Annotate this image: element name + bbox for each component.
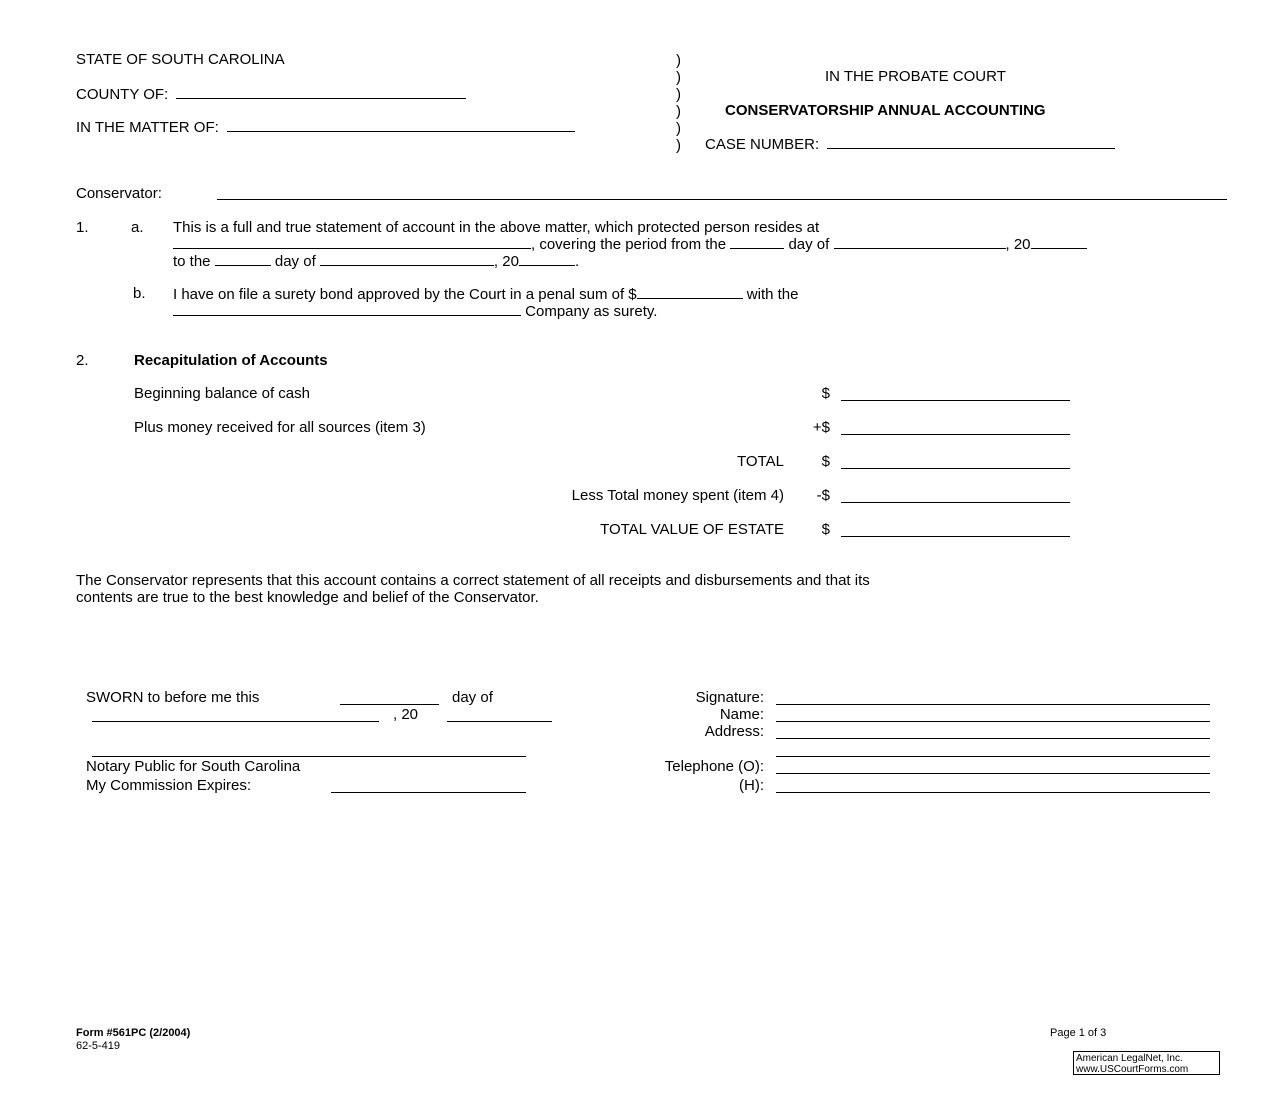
recap-label-beginning: Beginning balance of cash (134, 385, 310, 402)
statement-line2: contents are true to the best knowledge and belief of the Conservator. (76, 589, 539, 606)
surety-company-field[interactable] (173, 302, 521, 316)
case-number-row (705, 135, 1115, 153)
recap-label-estate: TOTAL VALUE OF ESTATE (600, 521, 784, 538)
to-dayof-text: day of (274, 253, 316, 270)
recap-label-total: TOTAL (737, 453, 784, 470)
section1-number: 1. (76, 219, 89, 236)
from-year-field[interactable] (1031, 235, 1087, 249)
case-number-field[interactable] (827, 135, 1115, 149)
from-comma20: , 20 (1005, 236, 1031, 253)
case-number-label: CASE NUMBER: (705, 136, 820, 153)
paren-5: ) (676, 120, 681, 137)
telephone-o-field[interactable] (776, 773, 1210, 774)
section1b-line1 (173, 285, 799, 303)
name-field[interactable] (776, 721, 1210, 722)
matter-row (76, 118, 575, 136)
recap-field-estate[interactable] (841, 536, 1070, 537)
from-day-field[interactable] (730, 235, 784, 249)
covering-text: , covering the period from the (531, 236, 727, 253)
section2-heading: Recapitulation of Accounts (134, 352, 328, 369)
recap-sign-received: +$ (812, 419, 830, 436)
statement-line1: The Conservator represents that this account contains a correct statement of all receipts and disbursements and that its (76, 572, 870, 589)
conservator-label: Conservator: (76, 185, 162, 202)
county-field[interactable] (176, 85, 466, 99)
address-label: Address: (704, 723, 764, 740)
telephone-h-label: (H): (739, 777, 764, 794)
conservator-field[interactable] (217, 199, 1227, 200)
bond-amount-field[interactable] (637, 285, 743, 299)
recap-field-received[interactable] (841, 434, 1070, 435)
page-number: Page 1 of 3 (1050, 1027, 1107, 1039)
address-field-2[interactable] (776, 756, 1210, 757)
to-month-field[interactable] (320, 252, 494, 266)
paren-1: ) (676, 52, 681, 69)
section1a-line1: This is a full and true statement of account in the above matter, which protected person resides at (173, 219, 820, 236)
recap-sign-estate: $ (821, 521, 830, 538)
paren-3: ) (676, 86, 681, 103)
recap-sign-total: $ (821, 453, 830, 470)
sworn-year-field[interactable] (447, 721, 552, 722)
address-field-1[interactable] (776, 738, 1210, 739)
name-label: Name: (719, 706, 764, 723)
signature-label: Signature: (695, 689, 764, 706)
with-the-text: with the (746, 286, 799, 303)
recap-sign-spent: -$ (816, 487, 830, 504)
sworn-text: SWORN to before me this (86, 689, 260, 706)
matter-label: IN THE MATTER OF: (76, 119, 219, 136)
bond-text: I have on file a surety bond approved by the Court in a penal sum of $ (173, 286, 637, 303)
telephone-o-label: Telephone (O): (664, 758, 764, 775)
court-name: IN THE PROBATE COURT (825, 68, 1006, 85)
form-number: Form #561PC (2/2004) (76, 1027, 191, 1039)
paren-6: ) (676, 137, 681, 154)
commission-field[interactable] (331, 792, 526, 793)
sworn-dayof-text: day of (452, 689, 493, 706)
commission-label: My Commission Expires: (86, 777, 252, 794)
recap-field-total[interactable] (841, 468, 1070, 469)
section1b-label: b. (133, 285, 146, 302)
company-text: Company as surety. (525, 303, 658, 320)
publisher-badge (1073, 1051, 1220, 1075)
section1a-line3 (173, 252, 579, 270)
recap-sign-beginning: $ (821, 385, 830, 402)
sworn-day-field[interactable] (340, 704, 439, 705)
to-comma20: , 20 (493, 253, 519, 270)
residence-field[interactable] (173, 235, 531, 249)
paren-2: ) (676, 69, 681, 86)
section1b-line2 (173, 302, 657, 320)
state-heading: STATE OF SOUTH CAROLINA (76, 51, 285, 68)
sworn-month-field[interactable] (92, 721, 379, 722)
matter-field[interactable] (227, 118, 575, 132)
recap-field-spent[interactable] (841, 502, 1070, 503)
county-label: COUNTY OF: (76, 86, 169, 103)
recap-field-beginning[interactable] (841, 400, 1070, 401)
signature-field[interactable] (776, 704, 1210, 705)
notary-label: Notary Public for South Carolina (86, 758, 301, 775)
from-dayof-text: day of (788, 236, 830, 253)
from-month-field[interactable] (834, 235, 1006, 249)
recap-label-spent: Less Total money spent (item 4) (571, 487, 784, 504)
paren-4: ) (676, 103, 681, 120)
statute-number: 62-5-419 (76, 1040, 121, 1052)
county-row (76, 85, 466, 103)
sworn-comma20: , 20 (393, 706, 419, 723)
period: . (574, 253, 580, 270)
notary-signature-field[interactable] (92, 756, 526, 757)
section1a-line2 (173, 235, 1087, 253)
telephone-h-field[interactable] (776, 792, 1210, 793)
to-day-field[interactable] (215, 252, 271, 266)
publisher-name: American LegalNet, Inc. (1076, 1053, 1183, 1064)
to-the-text: to the (173, 253, 211, 270)
section1a-label: a. (131, 219, 144, 236)
to-year-field[interactable] (519, 252, 575, 266)
form-title: CONSERVATORSHIP ANNUAL ACCOUNTING (725, 102, 1046, 119)
section2-number: 2. (76, 352, 89, 369)
publisher-url: www.USCourtForms.com (1076, 1064, 1189, 1075)
recap-label-received: Plus money received for all sources (item 3) (134, 419, 426, 436)
